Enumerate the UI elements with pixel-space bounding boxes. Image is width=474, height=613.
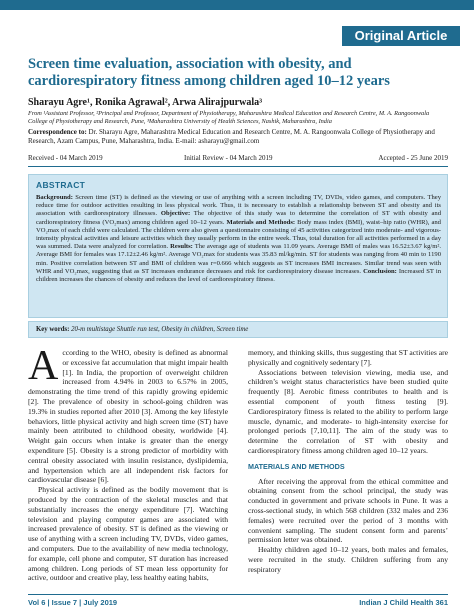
abstract-text: [36, 194, 441, 284]
keywords-box: [28, 321, 448, 338]
accepted-date: Accepted - 25 June 2019: [378, 154, 448, 162]
received-date: Received - 04 March 2019: [28, 154, 103, 162]
intro-paragraph-1-text: ccording to the WHO, obesity is defined as abnormal or excessive fat accumulation that might impair health [1]. In India, the proportion of overweight children increased from 4.94% in 2003 to 6.57% in 2005, demonstrating the time trend of this rapidly growing epidemic [2]. The prevalence of obesity in school-going children was 19.3% in studies reported after 2010 [3]. Among the key lifestyle behaviors, little physical activity and high screen time (ST) have mainly been attributed to childhood obesity, worldwide [4]. Weight gain occurs when intake is greater than the energy expenditure [5]. Obesity is a strong predictor of morbidity with central obesity associated with insulin resistance, dyslipidemia, and hypertension which are all independent risk factors for cardiovascular disease [6].: [28, 348, 228, 485]
header-divider: [28, 166, 448, 167]
intro-paragraph-3: memory, and thinking skills, thus suggesting that ST activities are physically and cognitively sedentary [7].: [248, 348, 448, 367]
drop-cap: A: [28, 343, 59, 389]
intro-paragraph-1: [28, 343, 228, 485]
abstract-background-label: Background:: [36, 194, 73, 201]
abstract-box: [28, 174, 448, 318]
article-type-label: Original Article: [354, 28, 448, 43]
page-footer: [28, 594, 448, 608]
intro-paragraph-2: Physical activity is defined as the bodily movement that is produced by the contraction of the skeletal muscles and that substantially increases the energy expenditure [7]. Watching television and playing computer games are associated with increased prevalence of obesity. ST is defined as the viewing or use of anything with a screen including TV, DVDs, video games, and computers. Due to the availability of new media technology, for example, cell phone and computer, ST duration has increased among children. Long periods of ST mean less opportunity for active, outdoor and creative play, less healthy eating habits,: [28, 485, 228, 583]
correspondence-text: Dr. Sharayu Agre, Maharashtra Medical Education and Research Centre, M. A. Rangoonwala College of Physiotherapy and Research, Azam Campus, Pune, Maharashtra, India. E-mail: asharayu@gmail.com: [28, 128, 435, 145]
abstract-results-label: Results:: [170, 243, 193, 251]
keywords-label: Key words:: [36, 326, 70, 333]
abstract-conclusion: Increased ST in children increases the chances of obesity and reduces the level of cardiorespiratory fitness.: [36, 267, 441, 284]
body-column-right: [248, 348, 448, 575]
methods-paragraph-1: After receiving the approval from the ethical committee and obtaining consent from the school principal, the study was conducted in government and private schools in Pune. It was a cross-sectional study, in which 568 children (332 males and 236 females) were recruited over the period of 3 months with convenient sampling. The student consent form and parents’ permission letter was obtained.: [248, 476, 448, 545]
author-affiliations: From ¹Assistant Professor, ²Principal and Professor, Department of Physiotherapy, Maharashtra Medical Education and Research Centre, M. A. Rangoonwala College of Physiotherapy and Research, Pune, ³Maharashtra University of Health Sciences, Nashik, Maharashtra, India: [28, 110, 430, 125]
abstract-materials: Body mass index (BMI), waist–hip ratio (WHR), and VO₂max of each child were calculated. The children were also given a questionnaire consisting of 45 activities categorized into moderate- and vigorous-intensity physical activities and leisure activities which they usually perform in the entire week. Thus, total duration for all activities performed in a day was summed. Data were analyzed for correlation.: [36, 218, 441, 251]
footer-journal-page: Indian J Child Health 361: [359, 598, 448, 607]
abstract-conclusion-label: Conclusion:: [363, 267, 397, 275]
methods-paragraph-2: Healthy children aged 10–12 years, both males and females, were recruited in the study. Children suffering from any respiratory: [248, 545, 448, 574]
article-type-banner: [342, 26, 460, 46]
section-heading-methods: MATERIALS AND METHODS: [248, 461, 345, 471]
correspondence: [28, 128, 448, 145]
intro-paragraph-4: Associations between television viewing, media use, and children’s weight status characteristics have been studied quite frequently [8]. Aerobic fitness contributes to health and is essential component of youth fitness testing [9]. Cardiorespiratory fitness is related to the ability to perform large muscle, dynamic, and moderate- to high-intensity exercise for prolonged periods [7,10,11]. The aim of the study was to determine the correlation of ST with obesity and cardiorespiratory fitness among children aged 10–12 years.: [248, 367, 448, 455]
keywords-text: 20-m multistage Shuttle run test, Obesity in children, Screen time: [71, 326, 249, 333]
initial-review-date: Initial Review - 04 March 2019: [184, 154, 273, 162]
abstract-objective-label: Objective:: [160, 210, 191, 218]
abstract-heading: ABSTRACT: [36, 180, 86, 190]
correspondence-label: Correspondence to:: [28, 128, 87, 136]
abstract-objective: The objective of this study was to determine the correlation of ST with obesity and cardiorespiratory fitness (VO₂max) among children aged 10–12 years.: [36, 210, 441, 226]
abstract-materials-label: Materials and Methods:: [226, 218, 296, 226]
top-accent-bar: [0, 0, 474, 10]
article-dates: [28, 154, 448, 163]
abstract-results: The average age of students was 11.09 years. Average BMI of males was 16.52±3.67 kg/m². Average BMI for females was 17.12±2.46 kg/m². Average VO₂max for students was 35.83 ml/kg/min. ST for students was ranging from 40 min to 1190 min. Positive correlation between ST and BMI of children was r=0.666 which suggests as ST increases BMI increases. Similar trend was seen with WHR and VO₂max, suggesting that as ST increases endurance decreases and risk for cardiorespiratory disease increases.: [36, 243, 441, 275]
keywords: [36, 326, 248, 334]
footer-issue-info: Vol 6 | Issue 7 | July 2019: [28, 598, 118, 607]
body-column-left: [28, 343, 228, 583]
article-title: Screen time evaluation, association with obesity, and cardiorespiratory fitness among children aged 10–12 years: [28, 56, 390, 89]
author-list: Sharayu Agre¹, Ronika Agrawal², Arwa Alirajpurwala³: [28, 97, 263, 108]
abstract-background: Screen time (ST) is defined as the viewing or use of anything with a screen including TV, DVDs, video games, and computers. They reduce time for outdoor activities resulting in less physical work. Thus, it is necessary to establish a relationship between ST and obesity and its association with cardiorespiratory illnesses.: [36, 194, 441, 218]
